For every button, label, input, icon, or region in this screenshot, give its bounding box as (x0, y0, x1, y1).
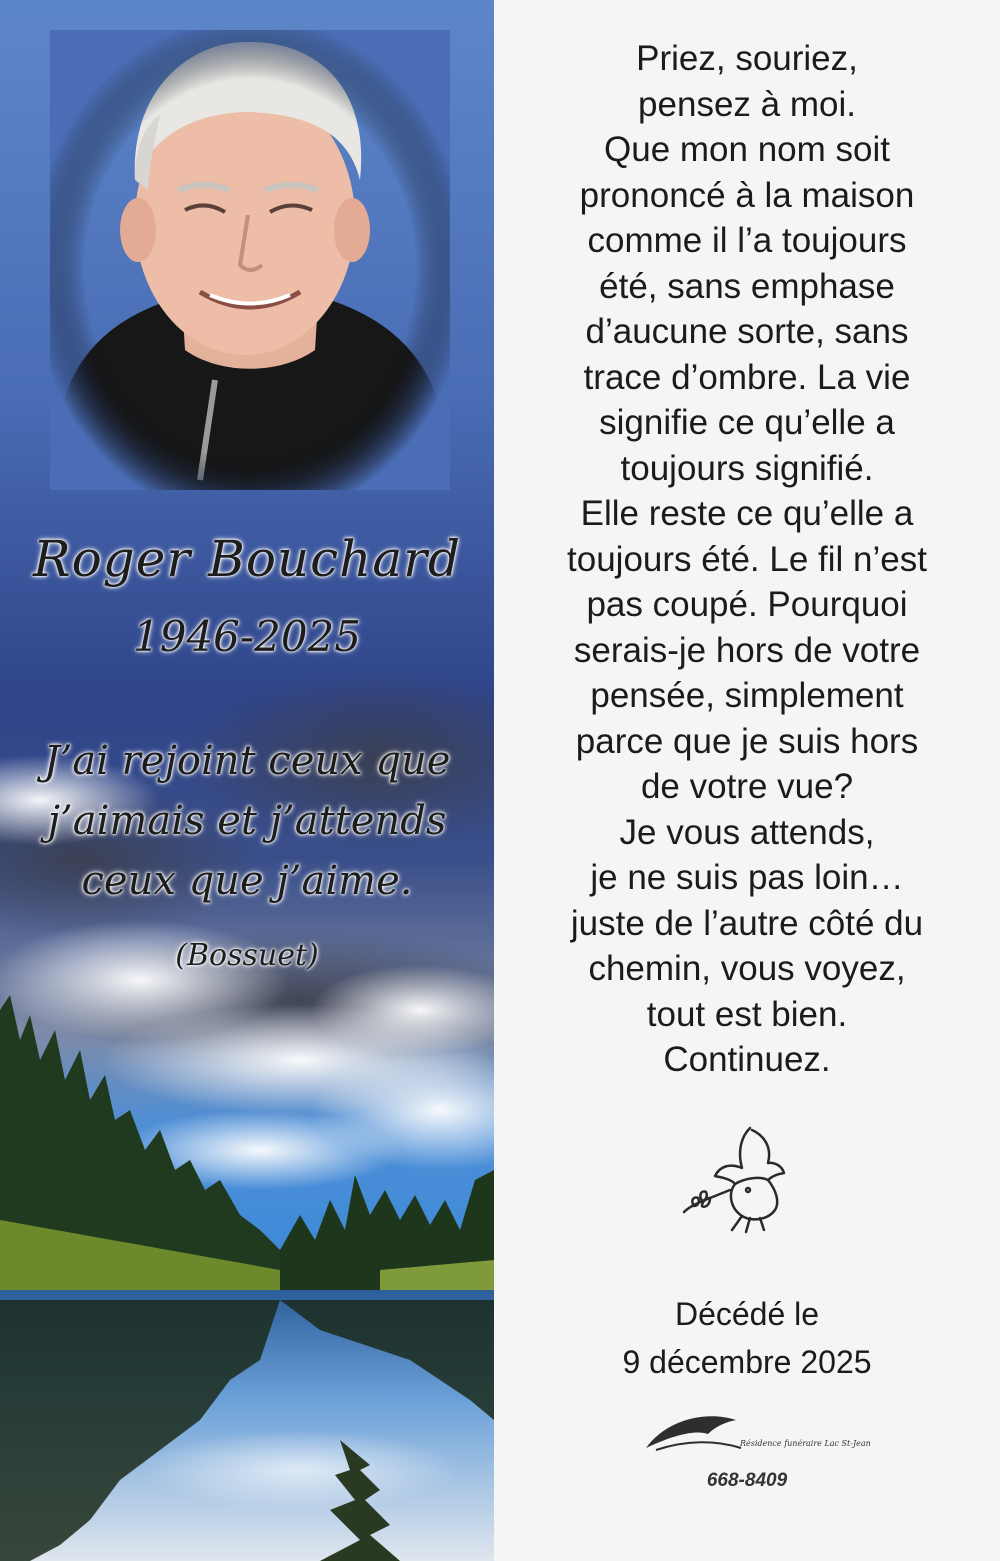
poem-line: tout est bien. (646, 994, 848, 1034)
poem-text (494, 36, 1000, 1083)
poem-line: été, sans emphase (599, 266, 895, 306)
poem-line: Elle reste ce qu’elle a (580, 494, 914, 533)
poem-line: serais-je hors de votre (573, 630, 921, 670)
life-years: 1946-2025 (133, 612, 361, 661)
poem-line: Continuez. (663, 1040, 831, 1079)
quote-line: J’ai rejoint ceux que (43, 738, 451, 784)
quote-line: j’aimais et j’attends (47, 798, 447, 844)
poem-line: Priez, souriez, (636, 39, 858, 78)
poem-line: de votre vue? (640, 767, 854, 806)
funeral-home-name: Résidence funéraire Lac St-Jean (740, 1439, 871, 1448)
death-date: 9 décembre 2025 (622, 1344, 872, 1380)
death-notice-label: Décédé le (674, 1296, 820, 1332)
funeral-home-logo (636, 1400, 876, 1460)
deceased-name: Roger Bouchard (32, 530, 462, 588)
poem-line: prononcé à la maison (579, 175, 915, 215)
poem-line: parce que je suis hors (575, 721, 919, 761)
portrait-photo (50, 30, 450, 490)
poem-line: pensez à moi. (638, 84, 856, 124)
poem-line: Je vous attends, (619, 812, 875, 852)
poem-line: pas coupé. Pourquoi (586, 585, 908, 624)
quote-author: (Bossuet) (175, 938, 319, 973)
poem-line: Que mon nom soit (604, 130, 890, 169)
poem-line: chemin, vous voyez, (588, 949, 906, 988)
poem-line: juste de l’autre côté du (570, 903, 924, 943)
funeral-home-phone: 668-8409 (706, 1470, 788, 1491)
death-notice (494, 1290, 1000, 1386)
poem-line: toujours été. Le fil n’est (567, 539, 927, 579)
poem-line: comme il l’a toujours (587, 221, 907, 260)
dove-icon (680, 1118, 800, 1238)
poem-line: trace d’ombre. La vie (583, 357, 911, 397)
poem-panel (494, 0, 1000, 1561)
poem-line: d’aucune sorte, sans (585, 312, 909, 351)
quote-line: ceux que j’aime. (81, 858, 413, 904)
poem-line: pensée, simplement (590, 676, 904, 715)
poem-line: toujours signifié. (620, 448, 874, 488)
poem-line: signifie ce qu’elle a (599, 403, 895, 442)
poem-line: je ne suis pas loin… (590, 858, 904, 897)
photo-panel (0, 0, 494, 1561)
